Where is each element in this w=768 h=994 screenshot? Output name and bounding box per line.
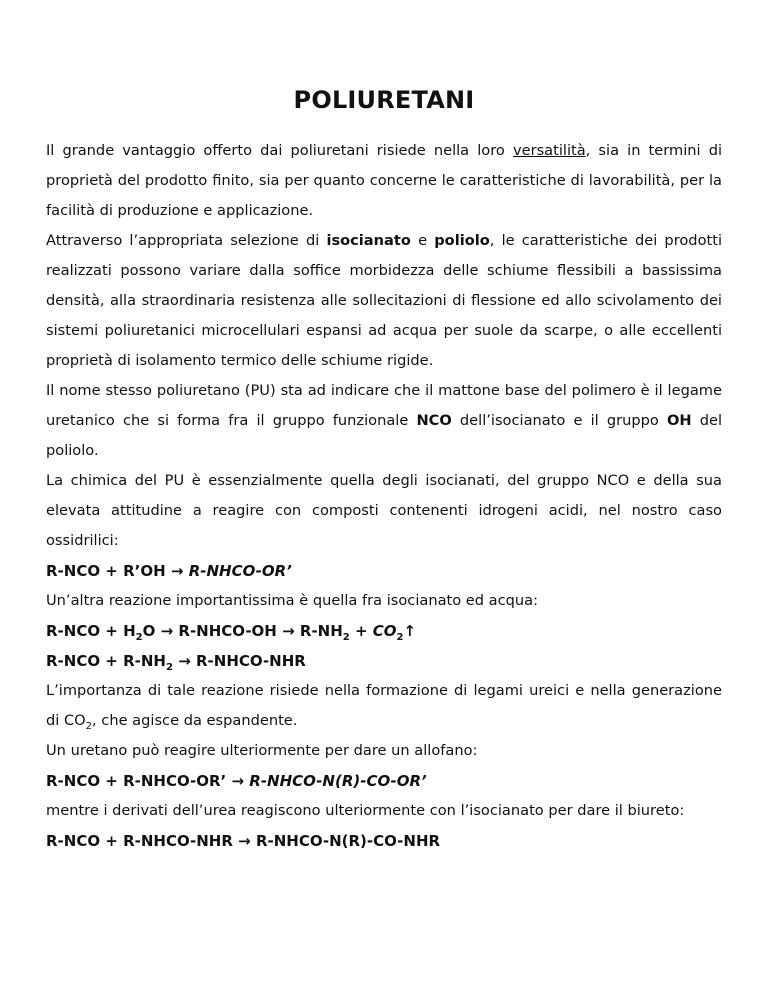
equation-product: R-NHCO-OR’ — [183, 562, 292, 580]
equation-text: R-NHCO-OH — [173, 622, 283, 640]
equation-biuret — [46, 826, 722, 856]
paragraph-water-reaction: Un’altra reazione importantissima è quella fra isocianato ed acqua: — [46, 592, 539, 609]
equation-product: R-NHCO-N(R)-CO-NHR — [250, 832, 441, 850]
equation-text: R-NCO + R’OH — [46, 562, 171, 580]
reaction-arrow: → — [178, 652, 191, 670]
paragraph-allophanate: Un uretano può reagire ulteriormente per dare un allofano: — [46, 742, 478, 759]
paragraph-text: , le caratteristiche dei prodotti realizzati possono variare dalla soffice morbidezza delle schiume flessibili a bassissima densità, alla straordinaria resistenza alle sollecitazioni di flessione ed allo scivolamento dei sistemi poliuretanici microcellulari espansi ad acqua per suole da scarpe, o alle eccellenti proprietà di isolamento termico delle schiume rigide. — [46, 232, 722, 369]
equation-text: + CO — [349, 622, 397, 640]
equation-urea — [46, 646, 722, 676]
subscript: 2 — [342, 632, 350, 643]
equation-text: R-NCO + R-NHCO-NHR — [46, 832, 239, 850]
underlined-term: versatilità — [512, 142, 586, 159]
reaction-arrow: → — [170, 562, 184, 580]
reaction-arrow: → — [160, 622, 174, 640]
paragraph-text: , che agisce da espandente. — [92, 712, 298, 729]
equation-text: R-NCO + H — [46, 622, 136, 640]
paragraph-selection — [46, 226, 722, 376]
bold-term-poliolo: poliolo — [434, 232, 490, 249]
paragraph-chemistry: La chimica del PU è essenzialmente quella degli isocianati, del gruppo NCO e della sua elevata attitudine a reagire con composti contenenti idrogeni acidi, nel nostro caso ossidrilici: — [46, 472, 722, 549]
page-title: POLIURETANI — [293, 86, 475, 114]
equation-text: R-NCO + R-NHCO-OR’ — [46, 772, 232, 790]
paragraph-text: del poliolo. — [46, 412, 723, 459]
paragraph-text: L’importanza di tale reazione risiede nella formazione di legami ureici e nella generazione di CO — [46, 682, 722, 729]
paragraph-importance — [46, 676, 722, 736]
paragraph-text: , sia in termini di proprietà del prodotto finito, sia per quanto concerne le caratteristiche di lavorabilità, per la facilità di produzione e applicazione. — [46, 142, 723, 219]
equation-text: O — [142, 622, 161, 640]
reaction-arrow: → — [238, 832, 251, 850]
equation-water — [46, 616, 722, 646]
subscript: 2 — [396, 632, 404, 643]
paragraph-versatility — [46, 136, 722, 226]
gas-arrow: ↑ — [403, 622, 417, 640]
equation-text: R-NHCO-NHR — [190, 652, 306, 670]
reaction-arrow: → — [231, 772, 245, 790]
reaction-arrow: → — [282, 622, 295, 640]
equation-text: R-NH — [294, 622, 343, 640]
subscript: 2 — [135, 632, 143, 643]
equation-allophanate — [46, 766, 722, 796]
subscript: 2 — [166, 662, 173, 673]
paragraph-text: Il grande vantaggio offerto dai poliuretani risiede nella loro — [46, 142, 513, 159]
paragraph-text: e — [410, 232, 435, 249]
document-body — [46, 136, 722, 856]
equation-text: R-NCO + R-NH — [46, 652, 166, 670]
bold-term-oh: OH — [666, 412, 692, 429]
paragraph-text: Il nome stesso poliuretano (PU) sta ad indicare che il mattone base del polimero è il legame uretanico che si forma fra il gruppo funzionale — [46, 382, 722, 429]
subscript: 2 — [85, 720, 93, 732]
bold-term-nco: NCO — [416, 412, 452, 429]
paragraph-text: dell’isocianato e il gruppo — [451, 412, 667, 429]
paragraph-text: Attraverso l’appropriata selezione di — [46, 232, 327, 249]
paragraph-biuret: mentre i derivati dell’urea reagiscono ulteriormente con l’isocianato per dare il biureto: — [46, 802, 685, 819]
paragraph-name — [46, 376, 722, 466]
equation-product: R-NHCO-N(R)-CO-OR’ — [244, 772, 427, 790]
bold-term-isocianato: isocianato — [326, 232, 411, 249]
equation-urethane — [46, 556, 722, 586]
